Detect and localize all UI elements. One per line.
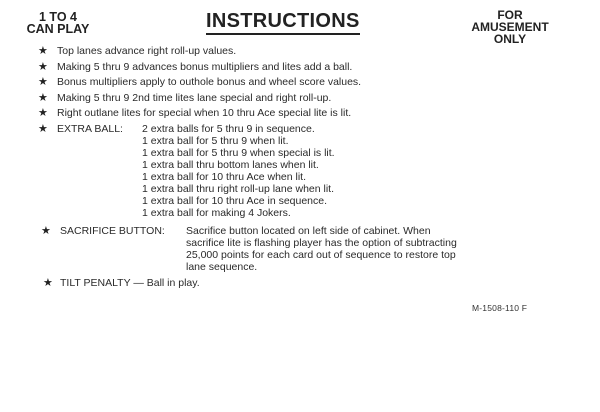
amusement-line-3: ONLY xyxy=(493,32,527,46)
extra-ball-line: 1 extra ball for 5 thru 9 when special is lit. xyxy=(142,147,335,159)
bullet-item: Top lanes advance right roll-up values. xyxy=(57,45,237,57)
bullet-item: Making 5 thru 9 2nd time lites lane special and right roll-up. xyxy=(57,92,332,104)
star-icon: ★ xyxy=(38,123,48,135)
extra-ball-line: 1 extra ball for 10 thru Ace in sequence. xyxy=(142,195,328,207)
sacrifice-line: sacrifice lite is flashing player has the option of subtracting xyxy=(186,237,457,249)
player-count-line-2: CAN PLAY xyxy=(26,22,90,36)
page-title: INSTRUCTIONS xyxy=(206,10,360,35)
star-icon: ★ xyxy=(41,225,51,237)
sacrifice-line: lane sequence. xyxy=(186,261,258,273)
extra-ball-line: 2 extra balls for 5 thru 9 in sequence. xyxy=(142,123,315,135)
sacrifice-line: 25,000 points for each card out of sequence to restore top xyxy=(186,249,456,261)
player-count-line-1: 1 TO 4 xyxy=(39,10,77,24)
amusement-line-1: FOR xyxy=(497,8,523,22)
player-count xyxy=(26,11,90,35)
star-icon: ★ xyxy=(38,61,48,73)
star-icon: ★ xyxy=(38,92,48,104)
sacrifice-label: SACRIFICE BUTTON: xyxy=(60,225,165,237)
amusement-notice xyxy=(465,9,555,45)
star-icon: ★ xyxy=(38,76,48,88)
bullet-item: Making 5 thru 9 advances bonus multipliers and lites add a ball. xyxy=(57,61,353,73)
bullet-item: Bonus multipliers apply to outhole bonus and wheel score values. xyxy=(57,76,362,88)
star-icon: ★ xyxy=(43,277,53,289)
extra-ball-line: 1 extra ball for 10 thru Ace when lit. xyxy=(142,171,307,183)
star-icon: ★ xyxy=(38,107,48,119)
extra-ball-line: 1 extra ball thru bottom lanes when lit. xyxy=(142,159,319,171)
extra-ball-line: 1 extra ball thru right roll-up lane when lit. xyxy=(142,183,335,195)
tilt-penalty: TILT PENALTY — Ball in play. xyxy=(60,277,200,289)
card-code: M-1508-110 F xyxy=(472,303,528,313)
extra-ball-line: 1 extra ball for 5 thru 9 when lit. xyxy=(142,135,289,147)
sacrifice-line: Sacrifice button located on left side of cabinet. When xyxy=(186,225,431,237)
star-icon: ★ xyxy=(38,45,48,57)
extra-ball-line: 1 extra ball for making 4 Jokers. xyxy=(142,207,291,219)
amusement-line-2: AMUSEMENT xyxy=(471,20,549,34)
bullet-item: Right outlane lites for special when 10 thru Ace special lite is lit. xyxy=(57,107,352,119)
extra-ball-label: EXTRA BALL: xyxy=(57,123,123,135)
